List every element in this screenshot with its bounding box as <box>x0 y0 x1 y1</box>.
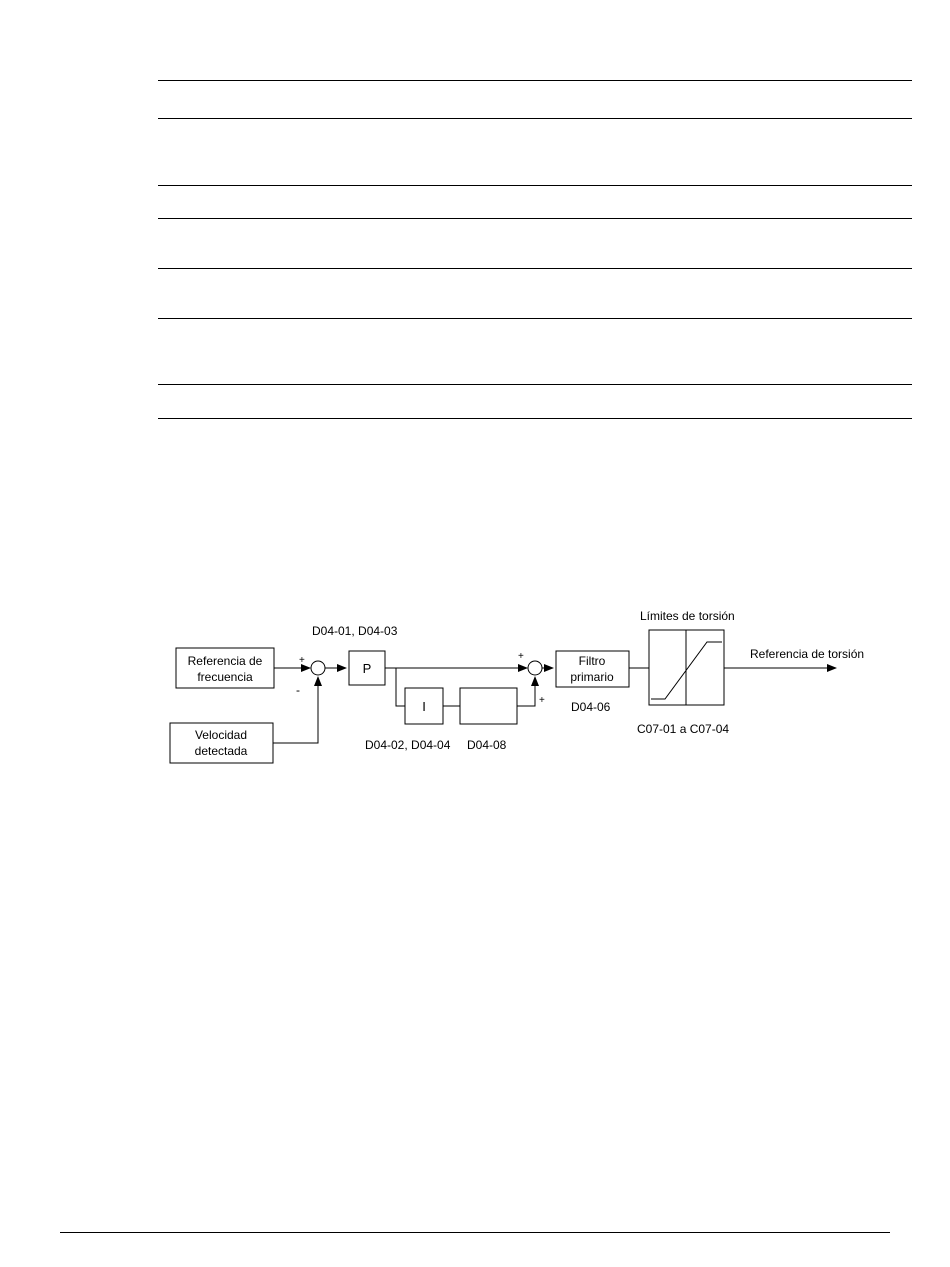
frequency-reference-label-line1: Referencia de <box>187 654 263 668</box>
sum1-minus-sign: - <box>296 683 300 697</box>
torque-limit-params-label: C07-01 a C07-04 <box>637 722 730 736</box>
p-block-label: P <box>362 661 372 676</box>
i-block <box>405 688 443 724</box>
torque-limiter-block <box>649 630 724 705</box>
primary-filter-label-line2: primario <box>570 670 614 684</box>
frequency-reference-block <box>176 648 274 688</box>
table-rule <box>158 80 912 81</box>
detected-speed-block <box>170 723 273 763</box>
delay-param-label: D04-08 <box>467 738 507 752</box>
primary-filter-block <box>556 651 629 687</box>
frequency-reference-label-line2: frecuencia <box>197 670 253 684</box>
table-rule <box>158 268 912 269</box>
sum2-plus-bottom-sign: + <box>539 695 545 706</box>
primary-filter-label-line1: Filtro <box>578 654 606 668</box>
p-block <box>349 651 385 685</box>
delay-to-sum2-arrow <box>517 677 535 706</box>
sum2-plus-top-sign: + <box>518 651 524 662</box>
p-params-label: D04-01, D04-03 <box>312 624 398 638</box>
table-rule <box>158 185 912 186</box>
i-block-label: I <box>422 699 426 714</box>
summing-junction-2 <box>528 661 542 675</box>
summing-junction-1 <box>311 661 325 675</box>
table-rule <box>158 318 912 319</box>
torque-reference-output-label: Referencia de torsión <box>750 647 865 661</box>
torque-limits-label: Límites de torsión <box>640 609 735 623</box>
integral-delay-block <box>460 688 517 724</box>
i-branch-line <box>396 668 405 706</box>
sum1-plus-sign: + <box>299 655 305 666</box>
table-rule <box>158 218 912 219</box>
table-rule <box>158 418 912 419</box>
table-rule <box>158 118 912 119</box>
speed-control-block-diagram <box>0 590 950 790</box>
detected-speed-label-line2: detectada <box>194 744 248 758</box>
filter-param-label: D04-06 <box>571 700 611 714</box>
footer-rule <box>60 1232 890 1233</box>
detected-speed-label-line1: Velocidad <box>194 728 248 742</box>
i-params-label: D04-02, D04-04 <box>365 738 451 752</box>
table-rule <box>158 384 912 385</box>
